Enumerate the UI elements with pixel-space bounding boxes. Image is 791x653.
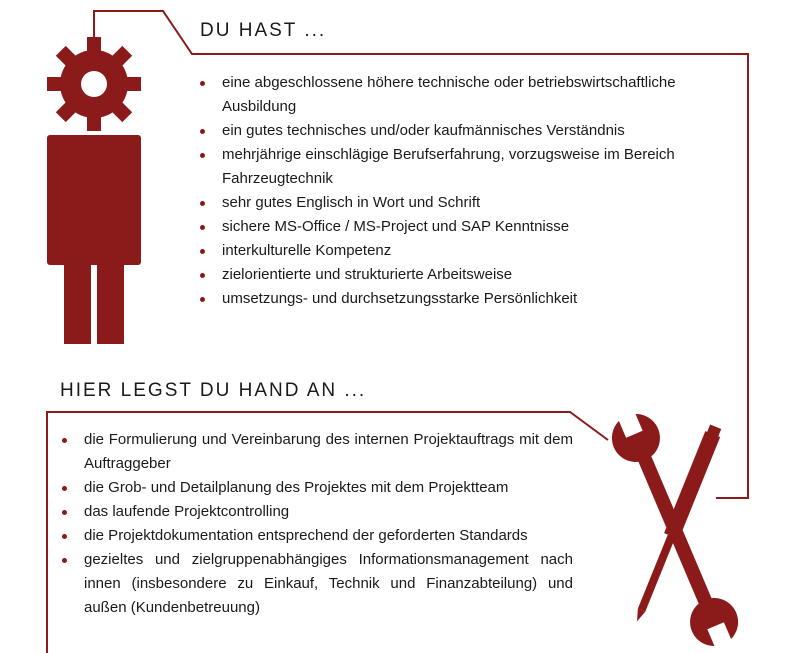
- list-item: gezieltes und zielgruppenabhängiges Informationsmanagement nach innen (insbesondere zu Einkauf, Technik und Finanzabteilung) und außen (Kundenbetreuung): [61, 548, 573, 620]
- section-heading-hier-legst-du-hand-an: HIER LEGST DU HAND AN ...: [60, 380, 367, 401]
- list-item: das laufende Projektcontrolling: [61, 500, 573, 524]
- tasks-list: [61, 428, 573, 620]
- list-item: sichere MS-Office / MS-Project und SAP Kenntnisse: [199, 215, 719, 239]
- list-item: interkulturelle Kompetenz: [199, 239, 719, 263]
- list-item: sehr gutes Englisch in Wort und Schrift: [199, 191, 719, 215]
- list-item: die Formulierung und Vereinbarung des internen Projektauftrags mit dem Auftraggeber: [61, 428, 573, 476]
- list-item: mehrjährige einschlägige Berufserfahrung, vorzugsweise im Bereich Fahrzeugtechnik: [199, 143, 719, 191]
- list-item: die Projektdokumentation entsprechend der geforderten Standards: [61, 524, 573, 548]
- section-heading-du-hast: DU HAST ...: [200, 20, 327, 41]
- list-item: ein gutes technisches und/oder kaufmännisches Verständnis: [199, 119, 719, 143]
- list-item: eine abgeschlossene höhere technische oder betriebswirtschaftliche Ausbildung: [199, 71, 719, 119]
- list-item: die Grob- und Detailplanung des Projektes mit dem Projektteam: [61, 476, 573, 500]
- list-item: zielorientierte und strukturierte Arbeitsweise: [199, 263, 719, 287]
- requirements-list: [199, 71, 719, 311]
- list-item: umsetzungs- und durchsetzungsstarke Persönlichkeit: [199, 287, 719, 311]
